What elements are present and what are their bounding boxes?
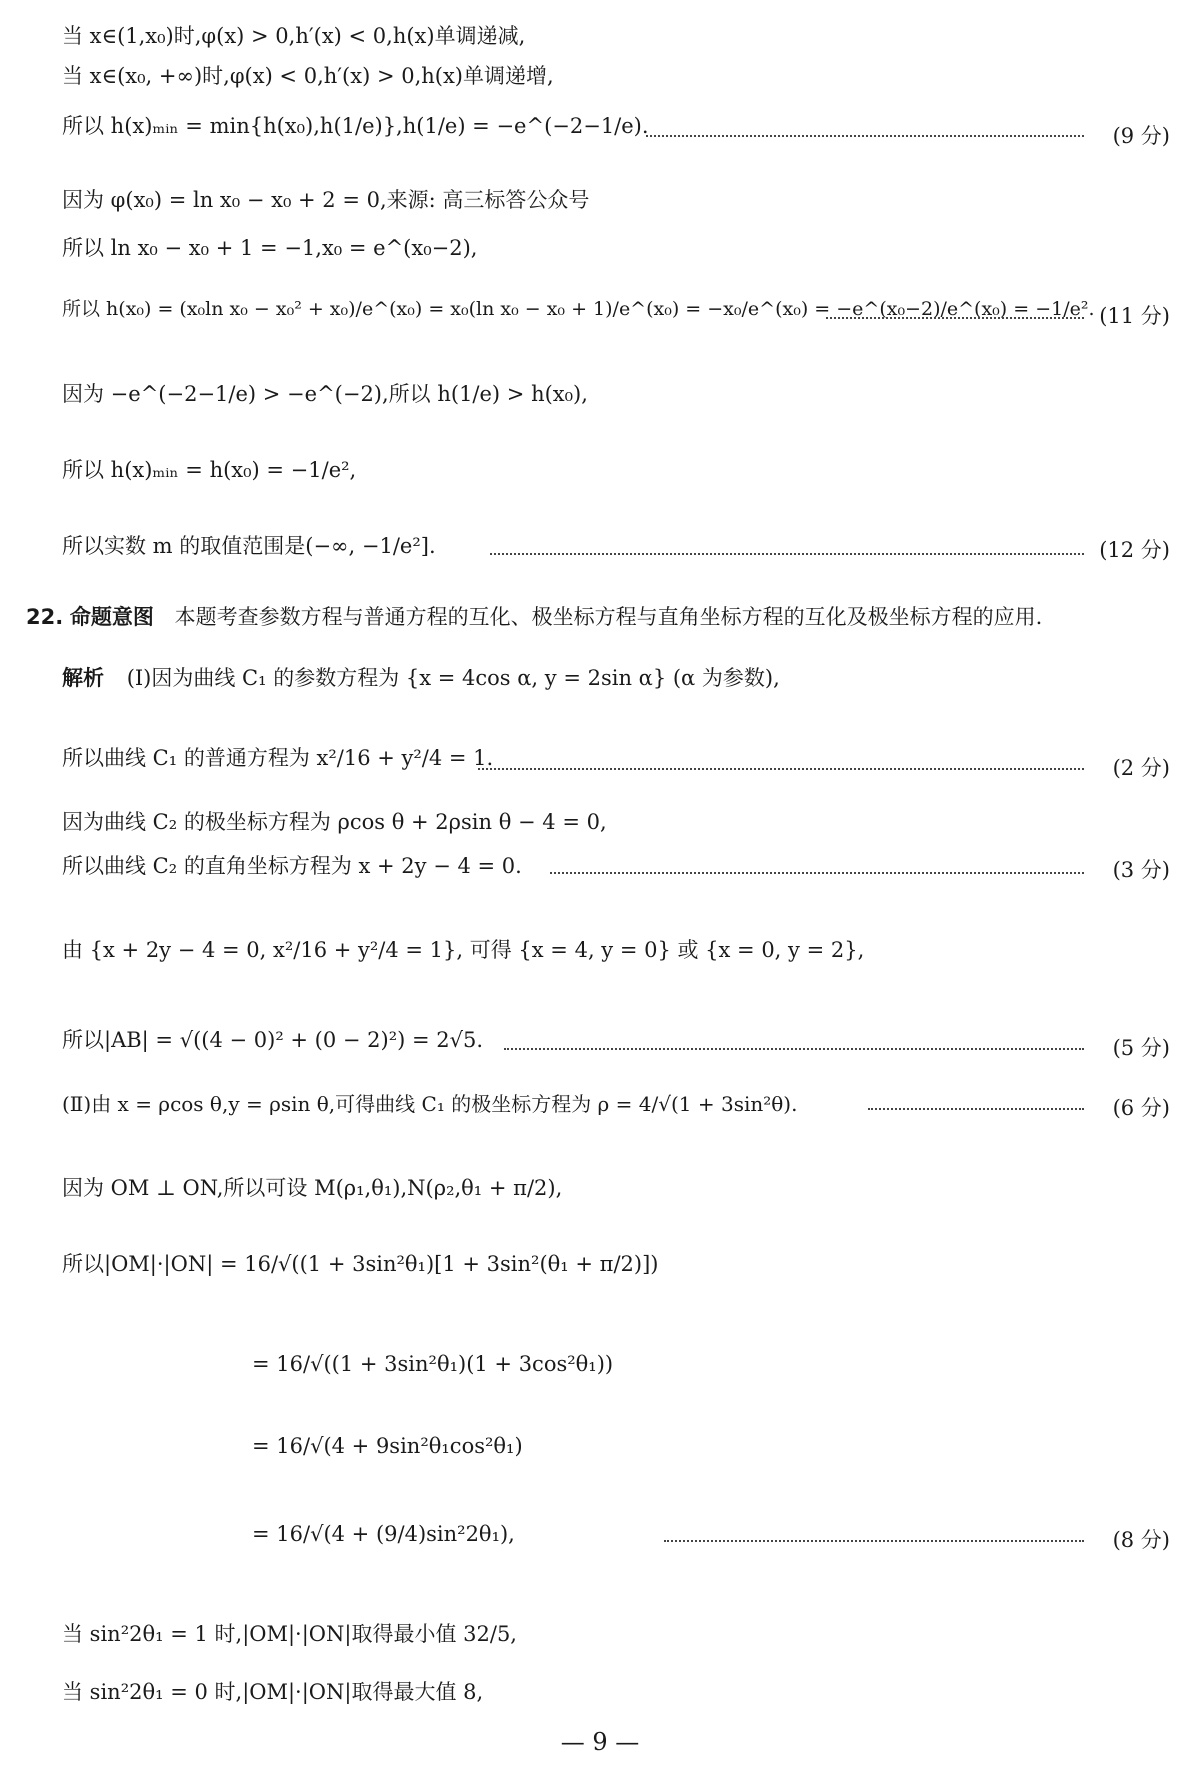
leader-dots (550, 872, 1084, 874)
leader-dots (868, 1108, 1084, 1110)
page-number: — 9 — (560, 1728, 640, 1756)
question-intent-text: 本题考查参数方程与普通方程的互化、极坐标方程与直角坐标方程的互化及极坐标方程的应用. (174, 605, 1043, 629)
line-12: 所以曲线 C₁ 的普通方程为 x²/16 + y²/4 = 1. (62, 746, 494, 770)
score-6: (6 分) (1112, 1096, 1170, 1120)
analysis-line (62, 668, 780, 689)
line-20: = 16/√((1 + 3sin²θ₁)(1 + 3cos²θ₁)) (252, 1352, 614, 1376)
line-7: 因为 −e^(−2−1/e) > −e^(−2),所以 h(1/e) > h(x₀), (62, 382, 588, 406)
line-17: (Ⅱ)由 x = ρcos θ,y = ρsin θ,可得曲线 C₁ 的极坐标方程为 ρ = 4/√(1 + 3sin²θ). (62, 1092, 798, 1116)
line-9: 所以实数 m 的取值范围是(−∞, −1/e²]. (62, 534, 436, 558)
line-6: 所以 h(x₀) = (x₀ln x₀ − x₀² + x₀)/e^(x₀) = x₀(ln x₀ − x₀ + 1)/e^(x₀) = −x₀/e^(x₀) = −e^(x₀−2)/e^(x₀) = −1/e². (62, 298, 1095, 320)
line-3: 所以 h(x)ₘᵢₙ = min{h(x₀),h(1/e)},h(1/e) = −e^(−2−1/e). (62, 114, 649, 138)
line-11: (Ⅰ)因为曲线 C₁ 的参数方程为 {x = 4cos α, y = 2sin α} (α 为参数), (126, 666, 780, 690)
line-14: 所以曲线 C₂ 的直角坐标方程为 x + 2y − 4 = 0. (62, 854, 522, 878)
score-2: (2 分) (1112, 756, 1170, 780)
line-16: 所以|AB| = √((4 − 0)² + (0 − 2)²) = 2√5. (62, 1028, 484, 1052)
score-11: (11 分) (1099, 304, 1170, 328)
question-number: 22. (26, 605, 64, 629)
line-18: 因为 OM ⊥ ON,所以可设 M(ρ₁,θ₁),N(ρ₂,θ₁ + π/2), (62, 1176, 563, 1200)
line-23: 当 sin²2θ₁ = 1 时,|OM|·|ON|取得最小值 32/5, (62, 1622, 517, 1646)
score-3: (3 分) (1112, 858, 1170, 882)
line-15: 由 {x + 2y − 4 = 0, x²/16 + y²/4 = 1}, 可得 {x = 4, y = 0} 或 {x = 0, y = 2}, (62, 938, 865, 962)
score-9: (9 分) (1112, 124, 1170, 148)
line-19: 所以|OM|·|ON| = 16/√((1 + 3sin²θ₁)[1 + 3sin²(θ₁ + π/2)]) (62, 1252, 659, 1276)
leader-dots (490, 553, 1084, 555)
line-5: 所以 ln x₀ − x₀ + 1 = −1,x₀ = e^(x₀−2), (62, 236, 478, 260)
line-13: 因为曲线 C₂ 的极坐标方程为 ρcos θ + 2ρsin θ − 4 = 0, (62, 810, 607, 834)
line-22: = 16/√(4 + (9/4)sin²2θ₁), (252, 1522, 515, 1546)
line-24: 当 sin²2θ₁ = 0 时,|OM|·|ON|取得最大值 8, (62, 1680, 484, 1704)
leader-dots (478, 768, 1084, 770)
leader-dots (646, 135, 1084, 137)
line-21: = 16/√(4 + 9sin²θ₁cos²θ₁) (252, 1434, 523, 1458)
analysis-label: 解析 (62, 666, 104, 690)
leader-dots (664, 1540, 1084, 1542)
leader-dots (826, 317, 1084, 319)
leader-dots (504, 1048, 1084, 1050)
line-1: 当 x∈(1,x₀)时,φ(x) > 0,h′(x) < 0,h(x)单调递减, (62, 24, 526, 48)
line-2: 当 x∈(x₀, +∞)时,φ(x) < 0,h′(x) > 0,h(x)单调递增, (62, 64, 554, 88)
line-4: 因为 φ(x₀) = ln x₀ − x₀ + 2 = 0,来源: 高三标答公众号 (62, 188, 590, 212)
question-22-header (26, 601, 1042, 631)
score-12: (12 分) (1099, 538, 1170, 562)
score-5: (5 分) (1112, 1036, 1170, 1060)
question-intent-label: 命题意图 (69, 605, 154, 629)
line-8: 所以 h(x)ₘᵢₙ = h(x₀) = −1/e², (62, 458, 357, 482)
score-8: (8 分) (1112, 1528, 1170, 1552)
